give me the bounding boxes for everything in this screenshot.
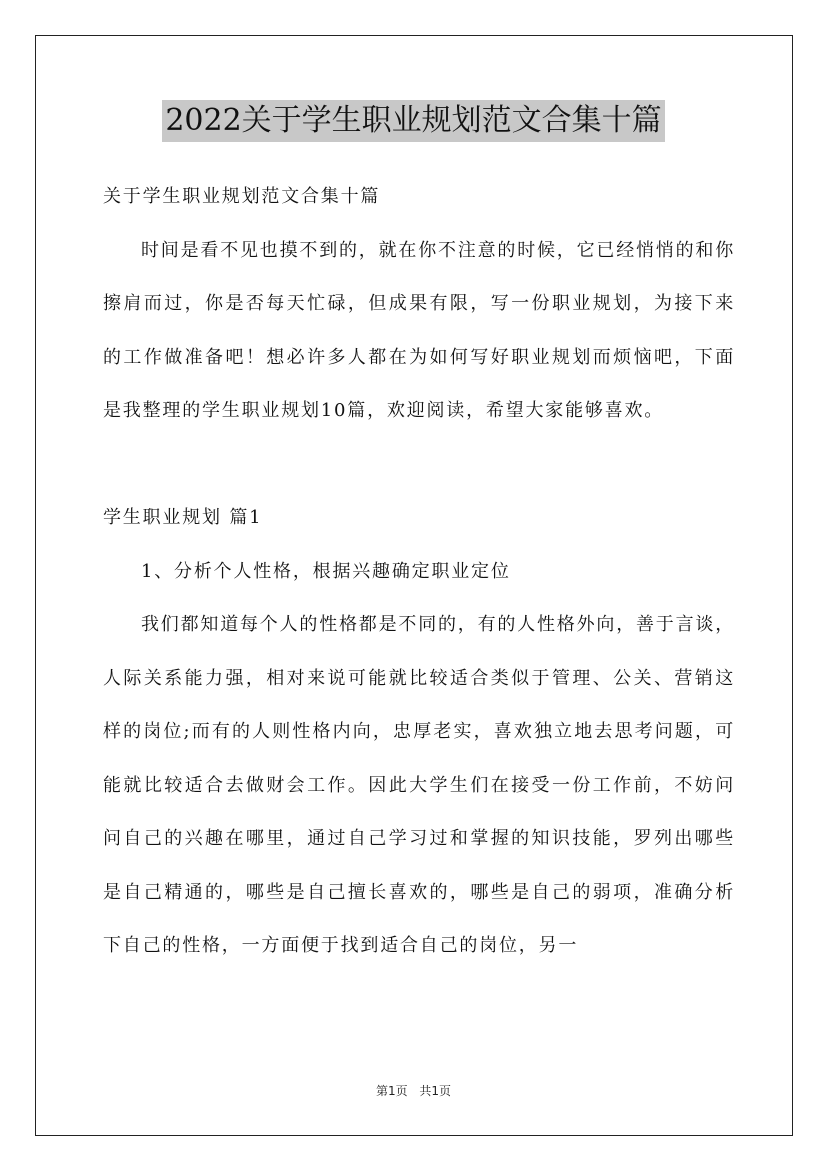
document-title: 2022关于学生职业规划范文合集十篇 (162, 100, 664, 142)
title-area (0, 100, 827, 142)
page-number: 第1页 (375, 1084, 408, 1098)
document-body (103, 170, 735, 973)
page-footer (0, 1082, 827, 1099)
intro-paragraph: 时间是看不见也摸不到的，就在你不注意的时候，它已经悄悄的和你擦肩而过，你是否每天忙碌，但成果有限，写一份职业规划，为接下来的工作做准备吧！想必许多人都在为如何写好职业规划而烦恼吧，下面是我整理的学生职业规划10篇，欢迎阅读，希望大家能够喜欢。 (103, 239, 735, 421)
section-heading: 学生职业规划 篇1 (103, 507, 263, 528)
page-total: 共1页 (419, 1084, 452, 1098)
document-subtitle: 关于学生职业规划范文合集十篇 (103, 186, 381, 207)
body-paragraph: 我们都知道每个人的性格都是不同的，有的人性格外向，善于言谈，人际关系能力强，相对来说可能就比较适合类似于管理、公关、营销这样的岗位;而有的人则性格内向，忠厚老实，喜欢独立地去思考问题，可能就比较适合去做财会工作。因此大学生们在接受一份工作前，不妨问问自己的兴趣在哪里，通过自己学习过和掌握的知识技能，罗列出哪些是自己精通的，哪些是自己擅长喜欢的，哪些是自己的弱项，准确分析下自己的性格，一方面便于找到适合自己的岗位，另一 (103, 614, 735, 956)
blank-line (103, 438, 735, 492)
point-heading: 1、分析个人性格，根据兴趣确定职业定位 (141, 560, 511, 582)
